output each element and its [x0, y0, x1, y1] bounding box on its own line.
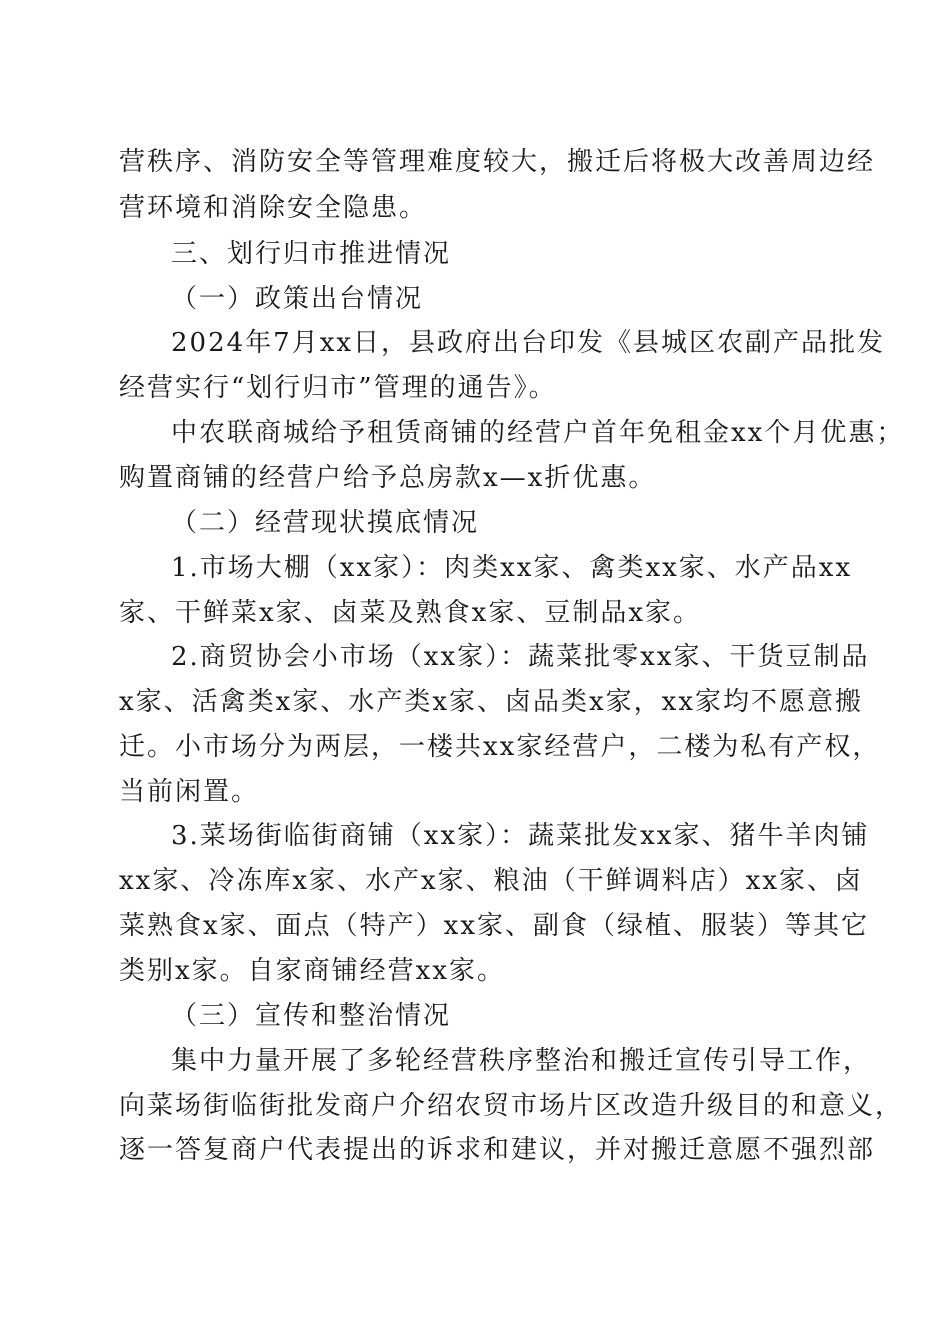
body-text-line: x家、活禽类x家、水产类x家、卤品类x家，xx家均不愿意搬: [119, 687, 863, 717]
body-text-line: 中农联商城给予租赁商铺的经营户首年免租金xx个月优惠；: [171, 418, 905, 448]
subsection-heading-3: （三）宣传和整治情况: [171, 1001, 452, 1031]
list-item-3: 3.菜场街临街商铺（xx家）：蔬菜批发xx家、猪牛羊肉铺: [171, 821, 870, 851]
body-text-line: 类别x家。自家商铺经营xx家。: [119, 956, 505, 986]
body-text-line: xx家、冷冻库x家、水产x家、粮油（干鲜调料店）xx家、卤: [119, 866, 863, 896]
subsection-heading-1: （一）政策出台情况: [171, 284, 424, 314]
body-text-line: 迁。小市场分为两层，一楼共xx家经营户，二楼为私有产权，: [119, 732, 881, 762]
body-text-line: 2024年7月xx日，县政府出台印发《县城区农副产品批发: [171, 328, 886, 358]
body-text-line: 经营实行“划行归市”管理的通告》。: [119, 373, 557, 403]
body-text-line: 当前闲置。: [119, 777, 260, 807]
list-item-2: 2.商贸协会小市场（xx家）：蔬菜批零xx家、干货豆制品: [171, 642, 870, 672]
body-text-line: 营环境和消除安全隐患。: [119, 193, 428, 223]
list-item-1: 1.市场大棚（xx家）：肉类xx家、禽类xx家、水产品xx: [171, 553, 853, 583]
body-text-line: 向菜场街临街批发商户介绍农贸市场片区改造升级目的和意义，: [119, 1091, 904, 1121]
body-text-line: 菜熟食x家、面点（特产）xx家、副食（绿植、服装）等其它: [119, 911, 869, 941]
body-text-line: 购置商铺的经营户给予总房款x—x折优惠。: [119, 463, 657, 493]
section-heading-3: 三、划行归市推进情况: [171, 239, 452, 269]
body-text-line: 营秩序、消防安全等管理难度较大，搬迁后将极大改善周边经: [119, 147, 876, 177]
body-text-line: 逐一答复商户代表提出的诉求和建议，并对搬迁意愿不强烈部: [119, 1135, 876, 1165]
subsection-heading-2: （二）经营现状摸底情况: [171, 508, 480, 538]
body-text-line: 家、干鲜菜x家、卤菜及熟食x家、豆制品x家。: [119, 598, 701, 628]
body-text-line: 集中力量开展了多轮经营秩序整治和搬迁宣传引导工作，: [171, 1046, 872, 1076]
